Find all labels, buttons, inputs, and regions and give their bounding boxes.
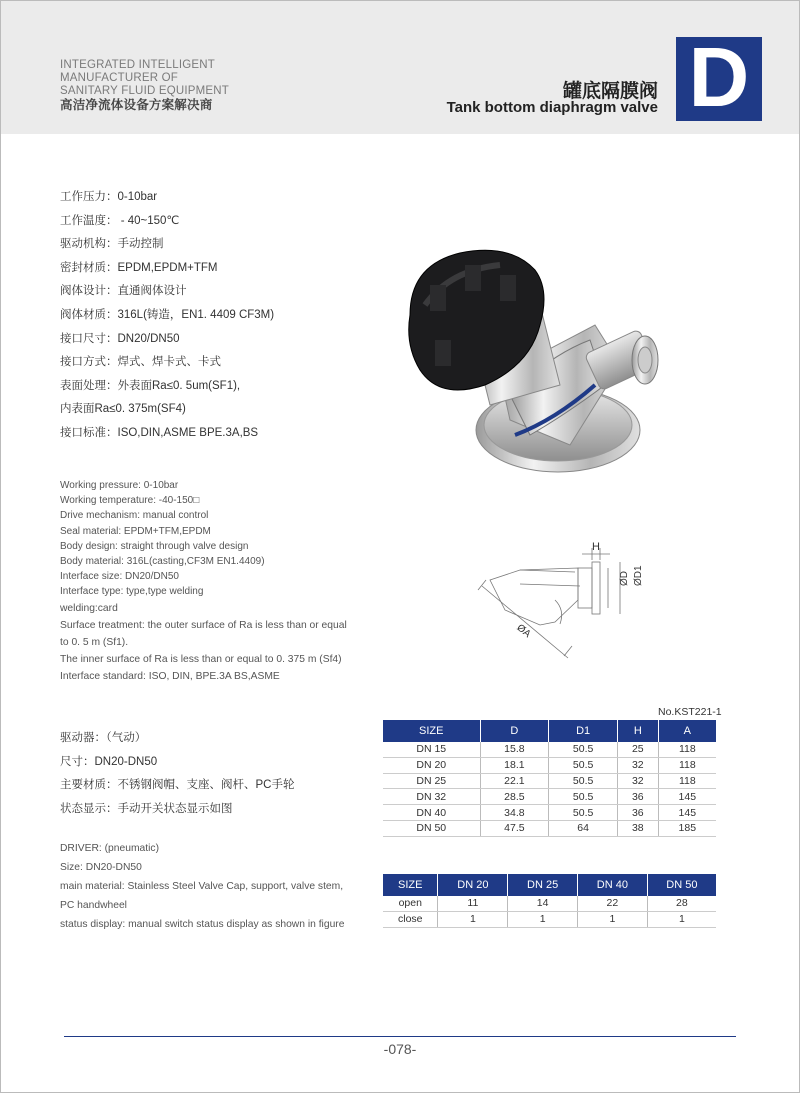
table-cell: 28 (647, 896, 716, 911)
specs_en-line: Working temperature: -40-150□ (60, 495, 200, 507)
table-cell: DN 20 (383, 757, 480, 773)
specs_cn-line: 工作温度： - 40~150℃ (60, 214, 180, 227)
table-cell: 145 (658, 789, 716, 805)
table-cell: 185 (658, 820, 716, 836)
table-cell: 11 (438, 896, 508, 911)
table-cell: DN 25 (383, 773, 480, 789)
product-title-en: Tank bottom diaphragm valve (446, 99, 658, 116)
table-header-cell: H (617, 720, 658, 742)
brand-line-2: MANUFACTURER OF (60, 72, 178, 84)
driver_cn-line: 驱动器：（气动） (60, 732, 147, 744)
brand-block (60, 59, 229, 112)
dimension-table (383, 720, 716, 837)
table-cell: 25 (617, 742, 658, 757)
specs_en-line: Interface size: DN20/DN50 (60, 571, 179, 583)
specs_en_2-line: Surface treatment: the outer surface of Ra is less than or equal (60, 619, 347, 631)
specs_cn-line: 工作压力：0-10bar (60, 191, 158, 203)
dim-label-d1: ØD1 (633, 565, 644, 586)
table-cell: DN 40 (383, 805, 480, 821)
table-header-cell: D (480, 720, 549, 742)
table-header-cell: DN 40 (577, 874, 647, 896)
switch-status-table (383, 874, 716, 928)
specs_en-line: Body material: 316L(casting,CF3M EN1.4409) (60, 556, 265, 568)
table-row (383, 773, 716, 789)
dim-label-a: ØA (514, 622, 533, 641)
table-row (383, 757, 716, 773)
table-cell: 50.5 (549, 805, 618, 821)
specs_cn-line: 阀体材质：316L(铸造，EN1. 4409 CF3M) (60, 308, 275, 321)
specs_en-line: Interface type: type,type welding (60, 586, 204, 598)
table-cell: DN 32 (383, 789, 480, 805)
table-row (383, 896, 716, 911)
table-row (383, 789, 716, 805)
specs_cn-line: 阀体设计：直通阀体设计 (60, 285, 187, 298)
section-letter: D (688, 30, 750, 124)
specs_cn-line: 表面处理：外表面Ra≤0. 5um(SF1), (60, 379, 241, 392)
table-cell: 15.8 (480, 742, 549, 757)
specs-cn (60, 190, 274, 450)
table-header-cell: DN 25 (508, 874, 578, 896)
table-row (383, 911, 716, 927)
table-cell: 50.5 (549, 773, 618, 789)
table-cell: DN 50 (383, 820, 480, 836)
table-cell: 50.5 (549, 742, 618, 757)
specs_cn-line: 密封材质：EPDM,EPDM+TFM (60, 261, 218, 274)
specs_en_2-line: welding:card (60, 602, 118, 614)
table-cell: 36 (617, 789, 658, 805)
dim-label-h: H (592, 541, 600, 553)
table-cell: 18.1 (480, 757, 549, 773)
table-cell: 145 (658, 805, 716, 821)
specs_en-line: Drive mechanism: manual control (60, 510, 209, 522)
driver_en-line: Size: DN20-DN50 (60, 862, 142, 873)
table-number: No.KST221-1 (658, 706, 722, 718)
table-cell: 38 (617, 820, 658, 836)
table-cell: 118 (658, 742, 716, 757)
driver_en-line: status display: manual switch status display as shown in figure (60, 919, 345, 930)
specs_cn-line: 接口标准：ISO,DIN,ASME BPE.3A,BS (60, 426, 259, 439)
driver-en (60, 842, 360, 937)
specs_cn-line: 接口方式：焊式、焊卡式、卡式 (60, 356, 221, 369)
table-row (383, 805, 716, 821)
table-header-cell: A (658, 720, 716, 742)
table-cell: 50.5 (549, 789, 618, 805)
table-cell: 34.8 (480, 805, 549, 821)
dim-label-d: ØD (619, 571, 630, 586)
specs_en-line: Working pressure: 0-10bar (60, 480, 179, 491)
table-cell: 1 (647, 911, 716, 927)
driver_en-line: PC handwheel (60, 900, 127, 911)
specs-en (60, 478, 360, 685)
specs_en_2-line: The inner surface of Ra is less than or equal to 0. 375 m (Sf4) (60, 653, 342, 665)
table-cell: open (383, 896, 438, 911)
valve-illustration (390, 245, 690, 485)
table-cell: 22 (577, 896, 647, 911)
specs_cn-line: 内表面Ra≤0. 375m(SF4) (60, 403, 186, 416)
driver_en-line: main material: Stainless Steel Valve Cap, support, valve stem, (60, 881, 344, 892)
table-cell: 32 (617, 773, 658, 789)
section-letter-badge (676, 30, 762, 124)
table-cell: 32 (617, 757, 658, 773)
specs_en-line: Seal material: EPDM+TFM,EPDM (60, 525, 211, 537)
brand-line-1: INTEGRATED INTELLIGENT (60, 59, 215, 71)
table-cell: 64 (549, 820, 618, 836)
specs_en-line: Body design: straight through valve design (60, 540, 249, 552)
table-cell: 28.5 (480, 789, 549, 805)
driver_cn-line: 尺寸：DN20-DN50 (60, 755, 158, 768)
table-row (383, 820, 716, 836)
table-cell: 1 (508, 911, 578, 927)
product-title-cn: 罐底隔膜阀 (562, 81, 658, 102)
driver-cn (60, 731, 294, 825)
table-cell: 1 (438, 911, 508, 927)
specs_en_2-line: to 0. 5 m (Sf1). (60, 636, 129, 648)
table-header-cell: SIZE (383, 720, 480, 742)
specs_cn-line: 接口尺寸：DN20/DN50 (60, 332, 180, 345)
dimension-drawing (460, 540, 660, 670)
specs_en_2-line: Interface standard: ISO, DIN, BPE.3A BS,ASME (60, 670, 280, 682)
driver_cn-line: 主要材质：不锈钢阀帽、支座、阀杆、PC手轮 (60, 779, 295, 791)
specs_cn-line: 驱动机构：手动控制 (60, 238, 164, 251)
brand-cn: 高洁净流体设备方案解决商 (60, 98, 213, 112)
table-cell: 118 (658, 773, 716, 789)
table-cell: 22.1 (480, 773, 549, 789)
table-row (383, 742, 716, 757)
brand-line-3: SANITARY FLUID EQUIPMENT (60, 85, 230, 97)
table-cell: 1 (577, 911, 647, 927)
table-cell: 14 (508, 896, 578, 911)
table-cell: close (383, 911, 438, 927)
driver_en-line: DRIVER: (pneumatic) (60, 843, 159, 854)
table-header-cell: DN 20 (438, 874, 508, 896)
table-cell: 36 (617, 805, 658, 821)
footer-line (64, 1036, 736, 1037)
table-cell: 118 (658, 757, 716, 773)
table-cell: 47.5 (480, 820, 549, 836)
table-header-cell: D1 (549, 720, 618, 742)
table-cell: 50.5 (549, 757, 618, 773)
driver_cn-line: 状态显示：手动开关状态显示如图 (60, 802, 233, 815)
table-cell: DN 15 (383, 742, 480, 757)
table-header-cell: SIZE (383, 874, 438, 896)
page-number: -078- (383, 1041, 417, 1057)
table-header-cell: DN 50 (647, 874, 716, 896)
